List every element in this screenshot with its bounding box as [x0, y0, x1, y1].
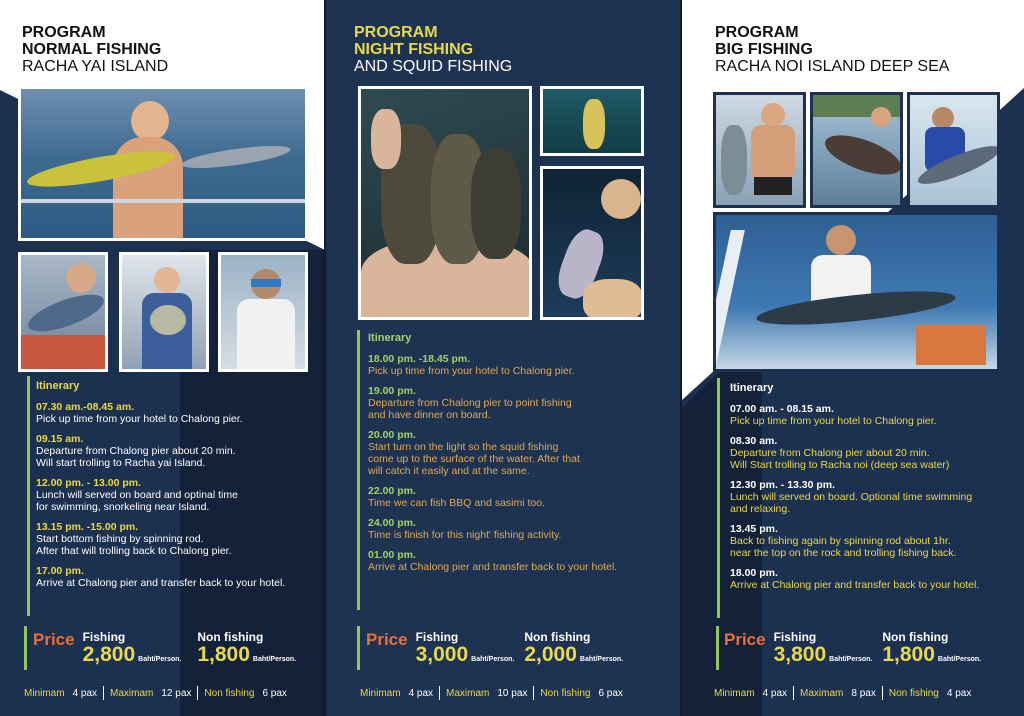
itinerary-desc: Back to fishing again by spinning rod about 1hr. near the top on the rock and trolling fishing back. — [730, 535, 957, 559]
itinerary-desc: Departure from Chalong pier about 20 min. Will Start trolling to Racha noi (deep sea water) — [730, 447, 950, 471]
itinerary-item — [730, 479, 1020, 515]
photo-man-with-fish — [218, 252, 308, 372]
itinerary-time: 18.00 pm. -18.45 pm. — [368, 353, 471, 365]
pax-min-label: Minimam — [714, 687, 755, 699]
pax-nonfishing-value: 6 pax — [262, 687, 287, 699]
itinerary — [730, 382, 1020, 599]
pax-separator — [439, 686, 440, 700]
itinerary-desc: Start bottom fishing by spinning rod. After that will trolling back to Chalong pier. — [36, 533, 232, 557]
pax-min-label: Minimam — [360, 687, 401, 699]
price-row — [724, 630, 993, 666]
itinerary-time: 13.45 pm. — [730, 523, 778, 535]
pax-nonfishing-label: Non fishing — [888, 687, 939, 699]
itinerary-item — [368, 517, 673, 541]
price-unit: Baht/Person. — [579, 656, 624, 663]
program-subtitle: RACHA YAI ISLAND — [22, 58, 169, 75]
program-title-line2: NIGHT FISHING — [354, 41, 474, 58]
pax-max-value: 8 pax — [851, 687, 876, 699]
itinerary-desc: Arrive at Chalong pier and transfer back to your hotel. — [368, 561, 618, 573]
pax-row — [360, 686, 623, 700]
price-accent-line — [716, 626, 719, 670]
itinerary-desc: Arrive at Chalong pier and transfer back to your hotel. — [730, 579, 980, 591]
program-title-line1: PROGRAM — [715, 24, 799, 41]
fishing-price-block — [774, 630, 873, 666]
fishing-price: 2,800 — [82, 643, 136, 666]
itinerary-desc: Pick up time from your hotel to Chalong pier. — [730, 415, 937, 427]
program-subtitle: RACHA NOI ISLAND DEEP SEA — [715, 58, 950, 75]
photo-squid-lure — [540, 86, 644, 156]
pax-nonfishing-value: 4 pax — [946, 687, 972, 699]
pax-max-value: 10 pax — [497, 687, 528, 699]
itinerary-desc: Time we can fish BBQ and sasimi too. — [368, 497, 546, 509]
itinerary-time: 20.00 pm. — [368, 429, 416, 441]
fishing-price-block — [83, 630, 182, 666]
pax-nonfishing-value: 6 pax — [598, 687, 623, 699]
photo-man-with-fish — [713, 92, 806, 208]
program-panel-big-fishing — [682, 0, 1024, 716]
program-panel-normal-fishing — [0, 0, 325, 716]
itinerary-desc: Departure from Chalong pier about 20 min. Will start trolling to Racha yai Island. — [36, 445, 236, 469]
itinerary-item — [36, 565, 321, 589]
itinerary-time: 12.00 pm. - 13.00 pm. — [36, 477, 142, 489]
pax-min-value: 4 pax — [72, 687, 98, 699]
pax-max-label: Maximam — [110, 687, 154, 699]
photo-man-with-marlin-on-boat — [713, 212, 1000, 372]
itinerary-time: 17.00 pm. — [36, 565, 84, 577]
program-title-line1: PROGRAM — [354, 24, 438, 41]
itinerary-title: Itinerary — [368, 332, 412, 344]
photo-man-with-sailfish — [907, 92, 1000, 208]
program-panel-night-fishing — [326, 0, 681, 716]
itinerary-item — [36, 521, 321, 557]
pax-separator — [882, 686, 883, 700]
pax-separator — [533, 686, 534, 700]
price-unit: Baht/Person. — [138, 656, 182, 663]
itinerary-item — [368, 549, 673, 573]
price-row — [366, 630, 635, 666]
pax-separator — [793, 686, 794, 700]
itinerary-time: 19.00 pm. — [368, 385, 416, 397]
non-fishing-price-block — [882, 630, 981, 666]
price-accent-line — [357, 626, 360, 670]
program-title — [22, 24, 168, 75]
main-photo-boy-with-fish — [18, 86, 308, 241]
itinerary-item — [368, 429, 673, 477]
itinerary-time: 22.00 pm. — [368, 485, 416, 497]
pax-row — [714, 686, 971, 700]
program-title-line2: NORMAL FISHING — [22, 41, 162, 58]
itinerary-item — [730, 523, 1020, 559]
itinerary-time: 09.15 am. — [36, 433, 84, 445]
itinerary-time: 07.00 am. - 08.15 am. — [730, 403, 834, 415]
fishing-price: 3,800 — [773, 643, 827, 666]
price-label: Price — [724, 630, 766, 649]
pax-row — [24, 686, 287, 700]
itinerary — [368, 332, 673, 581]
price-unit: Baht/Person. — [829, 656, 873, 663]
price-label: Price — [366, 630, 408, 649]
itinerary-item — [730, 403, 1020, 427]
itinerary-desc: Time is finish for this night' fishing activity. — [368, 529, 562, 541]
photo-squid-in-hands — [358, 86, 532, 320]
program-title-line2: BIG FISHING — [715, 41, 813, 58]
itinerary-time: 08.30 am. — [730, 435, 778, 447]
non-fishing-label: Non fishing — [197, 630, 264, 644]
pax-max-label: Maximam — [800, 687, 844, 699]
non-fishing-price-block — [524, 630, 623, 666]
non-fishing-price: 2,000 — [524, 643, 577, 666]
pax-min-value: 4 pax — [762, 687, 788, 699]
non-fishing-price: 1,800 — [197, 643, 250, 666]
itinerary — [36, 380, 321, 597]
accent-line — [27, 376, 30, 616]
itinerary-desc: Pick up time from your hotel to Chalong pier. — [36, 413, 243, 425]
itinerary-time: 12.30 pm. - 13.30 pm. — [730, 479, 836, 491]
itinerary-time: 07.30 am.-08.45 am. — [36, 401, 135, 413]
pax-max-value: 12 pax — [161, 687, 192, 699]
program-title-line1: PROGRAM — [22, 24, 106, 41]
itinerary-item — [730, 435, 1020, 471]
price-unit: Baht/Person. — [252, 656, 297, 663]
itinerary-desc: Lunch will served on board and optinal time for swimming, snorkeling near Island. — [36, 489, 238, 513]
itinerary-desc: Pick up time from your hotel to Chalong pier. — [368, 365, 575, 377]
photo-woman-with-fish — [119, 252, 209, 372]
itinerary-item — [368, 385, 673, 421]
itinerary-desc: Lunch will served on board. Optional time swimming and relaxing. — [730, 491, 973, 515]
itinerary-item — [36, 477, 321, 513]
pax-nonfishing-label: Non fishing — [540, 687, 591, 699]
non-fishing-price-block — [197, 630, 296, 666]
itinerary-time: 01.00 pm. — [368, 549, 416, 561]
non-fishing-label: Non fishing — [882, 630, 949, 644]
program-title — [354, 24, 512, 75]
price-unit: Baht/Person. — [937, 656, 982, 663]
program-title — [715, 24, 949, 75]
fishing-label: Fishing — [773, 630, 817, 644]
pax-min-label: Minimam — [24, 687, 65, 699]
accent-line — [357, 330, 360, 610]
itinerary-title: Itinerary — [730, 382, 774, 394]
program-subtitle: AND SQUID FISHING — [354, 58, 513, 75]
price-label: Price — [33, 630, 75, 649]
fishing-price: 3,000 — [415, 643, 469, 666]
itinerary-item — [36, 433, 321, 469]
photo-squid-on-line — [540, 166, 644, 320]
pax-nonfishing-label: Non fishing — [204, 687, 255, 699]
price-row — [33, 630, 308, 666]
photo-couple-with-sailfish — [810, 92, 903, 208]
price-unit: Baht/Person. — [471, 656, 515, 663]
pax-separator — [197, 686, 198, 700]
accent-line — [717, 378, 720, 618]
itinerary-time: 24.00 pm. — [368, 517, 416, 529]
itinerary-item — [368, 353, 673, 377]
itinerary-desc: Start turn on the light so the squid fishing come up to the surface of the water. After that will catch it easily and at the same. — [368, 441, 580, 477]
itinerary-title: Itinerary — [36, 380, 80, 392]
itinerary-time: 18.00 pm. — [730, 567, 778, 579]
itinerary-time: 13.15 pm. -15.00 pm. — [36, 521, 139, 533]
non-fishing-label: Non fishing — [524, 630, 591, 644]
pax-max-label: Maximam — [446, 687, 490, 699]
photo-man-with-marlin — [18, 252, 108, 372]
pax-min-value: 4 pax — [408, 687, 434, 699]
fishing-label: Fishing — [82, 630, 126, 644]
fishing-label: Fishing — [415, 630, 459, 644]
itinerary-desc: Departure from Chalong pier to point fishing and have dinner on board. — [368, 397, 572, 421]
pax-separator — [103, 686, 104, 700]
itinerary-desc: Arrive at Chalong pier and transfer back to your hotel. — [36, 577, 286, 589]
itinerary-item — [368, 485, 673, 509]
non-fishing-price: 1,800 — [882, 643, 935, 666]
fishing-price-block — [416, 630, 515, 666]
itinerary-item — [730, 567, 1020, 591]
price-accent-line — [24, 626, 27, 670]
itinerary-item — [36, 401, 321, 425]
